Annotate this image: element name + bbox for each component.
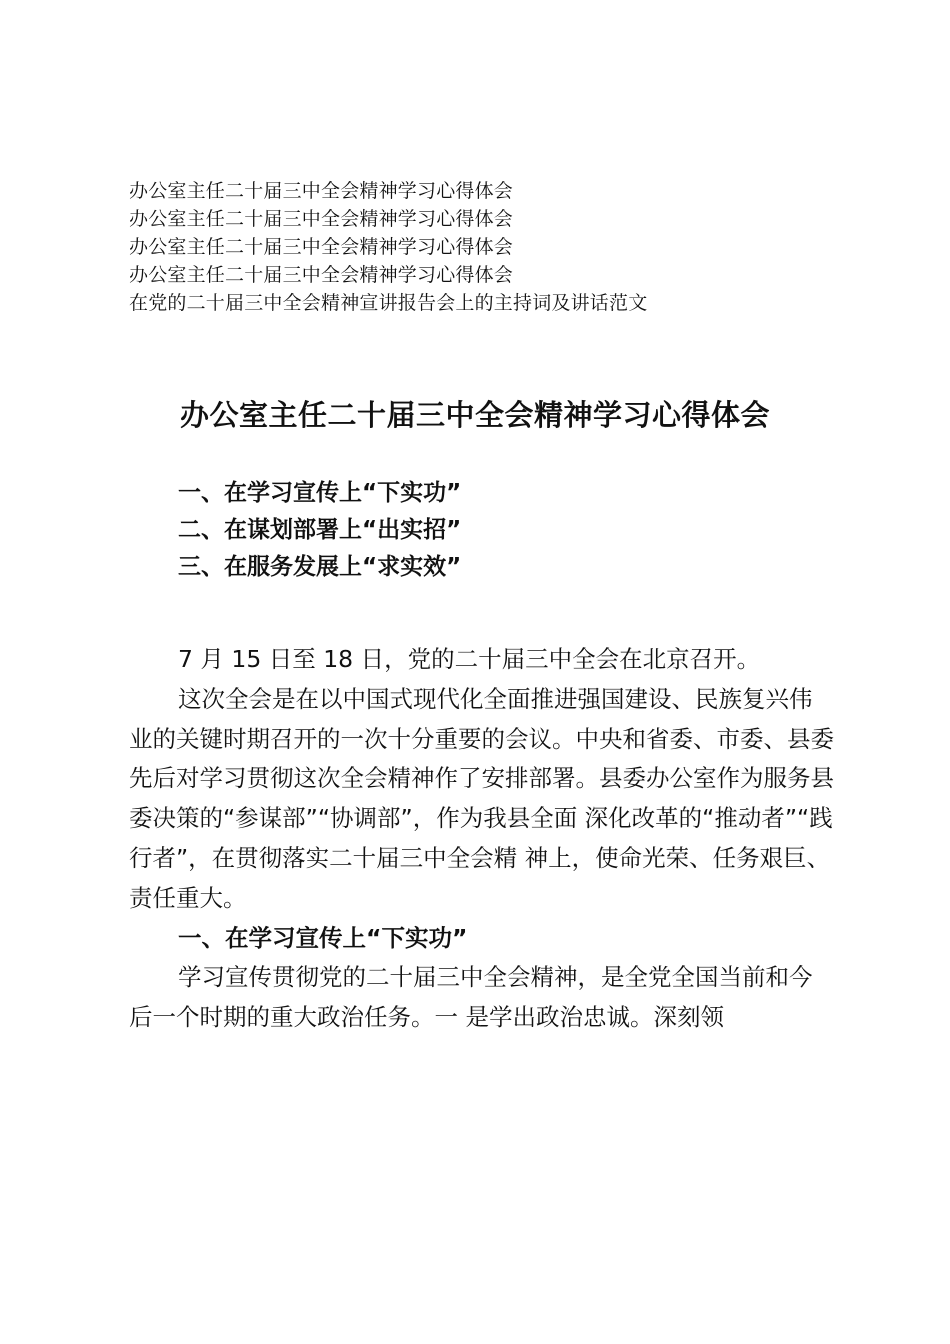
related-documents-list	[129, 177, 829, 317]
document-body	[129, 640, 834, 1038]
outline-item: 三、在服务发展上“求实效”	[178, 554, 462, 580]
outline-item: 二、在谋划部署上“出实招”	[178, 517, 462, 543]
body-paragraph: 7 月 15 日至 18 日，党的二十届三中全会在北京召开。	[178, 645, 761, 673]
section-heading: 一、在学习宣传上“下实功”	[178, 923, 468, 952]
related-document-link[interactable]: 在党的二十届三中全会精神宣讲报告会上的主持词及讲话范文	[129, 292, 648, 314]
related-document-link[interactable]: 办公室主任二十届三中全会精神学习心得体会	[129, 180, 514, 202]
related-document-link[interactable]: 办公室主任二十届三中全会精神学习心得体会	[129, 208, 514, 230]
related-document-link[interactable]: 办公室主任二十届三中全会精神学习心得体会	[129, 264, 514, 286]
body-paragraph: 学习宣传贯彻党的二十届三中全会精神，是全党全国当前和今后一个时期的重大政治任务。一 是学出政治忠诚。深刻领	[129, 963, 813, 1032]
document-outline	[178, 475, 461, 586]
body-paragraph: 这次全会是在以中国式现代化全面推进强国建设、民族复兴伟业的关键时期召开的一次十分重要的会议。中央和省委、市委、县委先后对学习贯彻这次全会精神作了安排部署。县委办公室作为服务县委决策的“参谋部”“协调部”，作为我县全面 深化改革的“推动者”“践行者”，在贯彻落实二十届三中全会精 神上，使命光荣、任务艰巨、责任重大。	[129, 684, 834, 912]
related-document-link[interactable]: 办公室主任二十届三中全会精神学习心得体会	[129, 236, 514, 258]
document-title: 办公室主任二十届三中全会精神学习心得体会	[179, 398, 770, 432]
outline-item: 一、在学习宣传上“下实功”	[178, 480, 462, 506]
